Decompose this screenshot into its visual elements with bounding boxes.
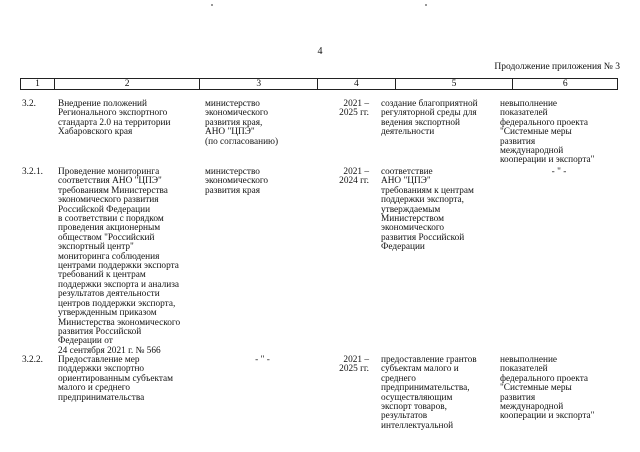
header-cell-3: 3 bbox=[200, 79, 318, 89]
scan-speck bbox=[211, 4, 213, 6]
row-measure-name: Проведение мониторинга соответствия АНО "ЦПЭ" требованиям Министерства экономического развития Российской Федерации в соответствии с порядком проведения акционерным обществом "Российский экспортный центр" мониторинга соблюдения центрами поддержки экспорта требований к центрам поддержки экспорта и анализа результатов деятельности центров поддержки экспорта, утвержденным приказом Министерства экономического развития Российской Федерации от 24 сентября 2021 г. № 566 bbox=[58, 167, 181, 356]
row-executor: - " - bbox=[255, 355, 270, 365]
scan-speck bbox=[425, 4, 427, 6]
row-executor: министерство экономического развития края, АНО "ЦПЭ" (по согласованию) bbox=[205, 99, 279, 147]
row-expected-result: соответствие АНО "ЦПЭ" требованиям к центрам поддержки экспорта, утверждаемым Министерством экономического развития Российской Федерации bbox=[381, 167, 474, 253]
header-cell-6: 6 bbox=[562, 79, 568, 89]
row-consequence: невыполнение показателей федерального проекта "Системные меры развития международной кооперации и экспорта" bbox=[500, 355, 595, 422]
row-measure-name: Предоставление мер поддержки экспортно ориентированным субъектам малого и среднего предпринимательства bbox=[58, 355, 174, 403]
header-cell-2: 2 bbox=[55, 79, 201, 89]
row-number: 3.2. bbox=[22, 99, 36, 109]
row-expected-result: предоставление грантов субъектам малого и среднего предпринимательства, осуществляющим экспорт товаров, результатов интеллектуальной bbox=[381, 355, 477, 431]
row-expected-result: создание благоприятной регуляторной среды для ведения экспортной деятельности bbox=[381, 99, 478, 138]
row-number: 3.2.1. bbox=[22, 167, 43, 177]
table-header-row bbox=[20, 78, 618, 90]
row-period: 2021 – 2025 гг. bbox=[339, 99, 369, 119]
row-period: 2021 – 2025 гг. bbox=[339, 355, 369, 375]
page-number: 4 bbox=[317, 46, 323, 57]
header-cell-4: 4 bbox=[318, 79, 396, 89]
row-consequence: невыполнение показателей федерального проекта "Системные меры развития международной кооперации и экспорта" bbox=[500, 99, 595, 166]
header-cell-5: 5 bbox=[396, 79, 514, 89]
row-measure-name: Внедрение положений Регионального экспортного стандарта 2.0 на территории Хабаровского края bbox=[58, 99, 171, 138]
header-cell-1: 1 bbox=[21, 79, 55, 89]
row-executor: министерство экономического развития края bbox=[205, 167, 269, 196]
row-consequence: - " - bbox=[551, 167, 567, 177]
row-number: 3.2.2. bbox=[22, 355, 43, 365]
row-period: 2021 – 2024 гг. bbox=[339, 167, 369, 187]
continuation-note: Продолжение приложения № 3 bbox=[494, 62, 620, 72]
